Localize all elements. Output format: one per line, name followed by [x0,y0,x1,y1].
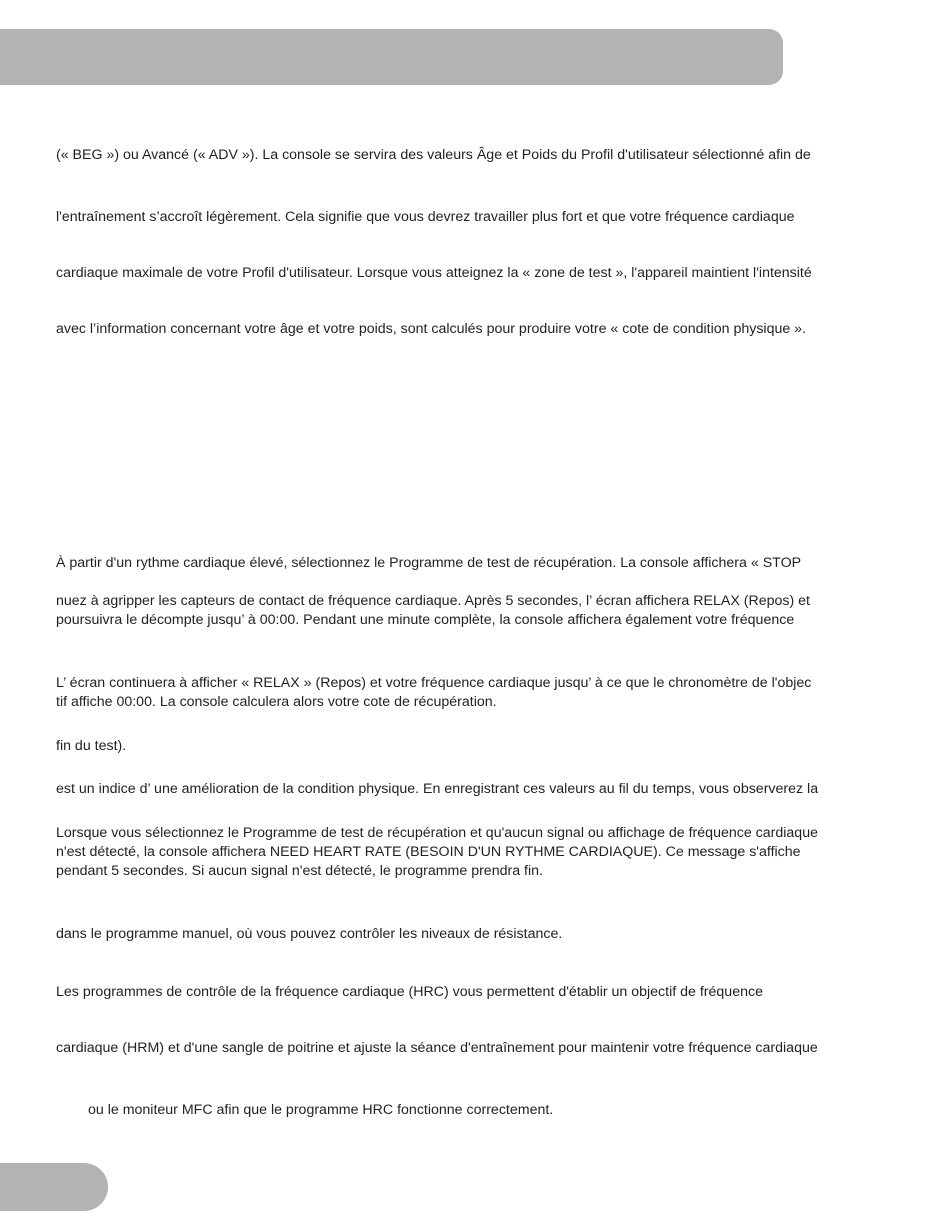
text-line: (« BEG ») ou Avancé (« ADV »). La console se servira des valeurs Âge et Poids du Profil d'utilisateur sélectionné afin de [56,147,811,163]
text-line: fin du test). [56,738,127,754]
text-line: cardiaque (HRM) et d'une sangle de poitrine et ajuste la séance d'entraînement pour maintenir votre fréquence cardiaque [56,1040,818,1056]
text-line: L’ écran continuera à afficher « RELAX » (Repos) et votre fréquence cardiaque jusqu’ à ce que le chronomètre de l'objec [56,675,812,691]
text-line: ou le moniteur MFC afin que le programme HRC fonctionne correctement. [88,1102,554,1118]
text-line: Lorsque vous sélectionnez le Programme de test de récupération et qu'aucun signal ou affichage de fréquence cardiaque [56,825,818,841]
text-line: l'entraînement s’accroît légèrement. Cela signifie que vous devrez travailler plus fort et que votre fréquence cardiaque [56,209,795,225]
text-line: avec l’information concernant votre âge et votre poids, sont calculés pour produire votre « cote de condition physique ». [56,321,807,337]
text-line: est un indice d’ une amélioration de la condition physique. En enregistrant ces valeurs au fil du temps, vous observerez la [56,781,819,797]
text-line: Les programmes de contrôle de la fréquence cardiaque (HRC) vous permettent d'établir un objectif de fréquence [56,984,763,1000]
page-number-tab [0,1163,108,1211]
text-line: nuez à agripper les capteurs de contact de fréquence cardiaque. Après 5 secondes, l’ écran affichera RELAX (Repos) et [56,593,810,609]
text-line: cardiaque maximale de votre Profil d'utilisateur. Lorsque vous atteignez la « zone de test », l'appareil maintient l'intensité [56,265,812,281]
text-line: poursuivra le décompte jusqu’ à 00:00. Pendant une minute complète, la console affichera également votre fréquence [56,612,795,628]
text-line: dans le programme manuel, où vous pouvez contrôler les niveaux de résistance. [56,926,563,942]
text-line: À partir d'un rythme cardiaque élevé, sélectionnez le Programme de test de récupération. La console affichera « STOP [56,555,802,571]
text-line: tif affiche 00:00. La console calculera alors votre cote de récupération. [56,694,497,710]
header-bar [0,29,783,85]
text-line: n'est détecté, la console affichera NEED HEART RATE (BESOIN D'UN RYTHME CARDIAQUE). Ce message s'affiche [56,844,801,860]
text-line: pendant 5 secondes. Si aucun signal n'est détecté, le programme prendra fin. [56,863,543,879]
